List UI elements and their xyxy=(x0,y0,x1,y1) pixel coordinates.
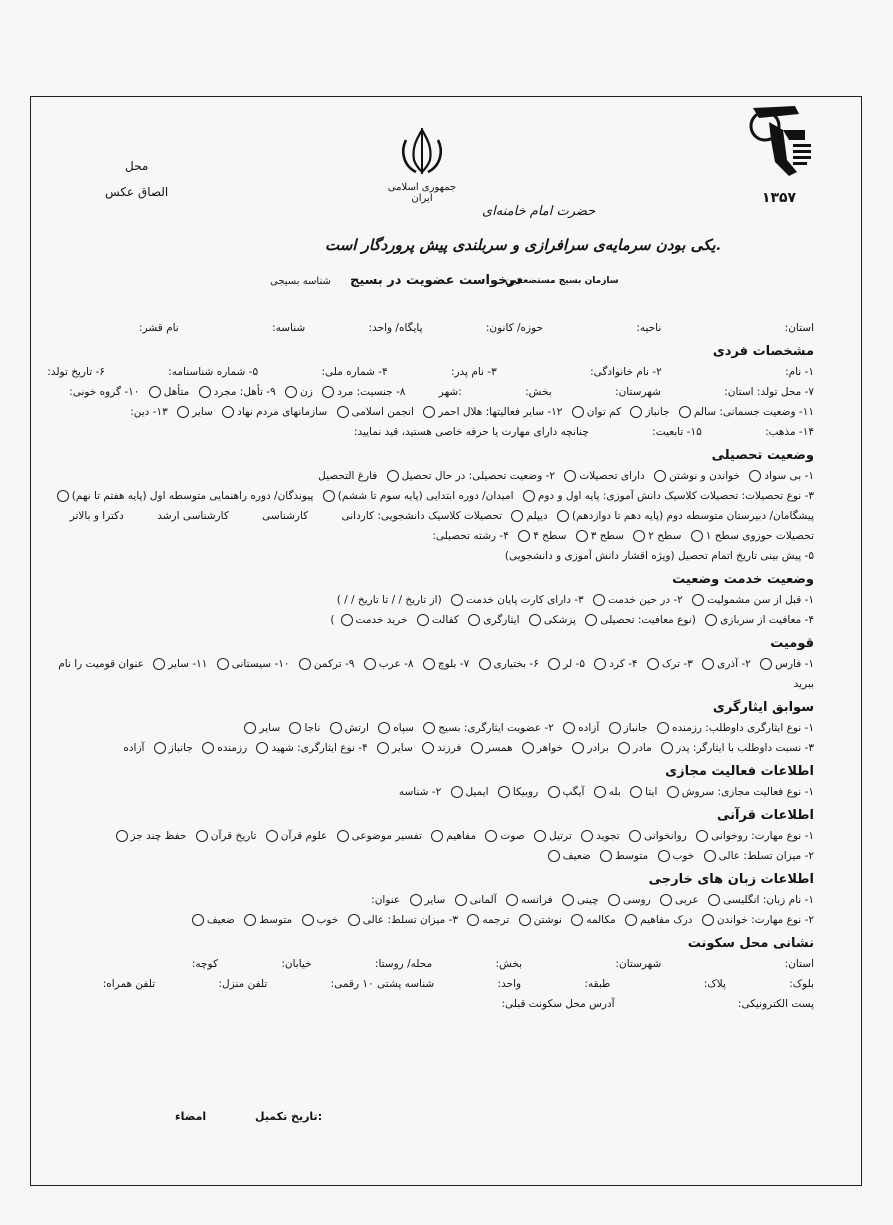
russian-radio[interactable] xyxy=(608,894,620,906)
section-education-title: وضعیت تحصیلی xyxy=(711,448,814,463)
language-row-2: ۲- نوع مهارت: خواندن درک مفاهیم مکالمه نوشتن ترجمه ۳- میزان تسلط: عالی خوب متوسط ضعیف xyxy=(40,910,814,930)
brother-radio[interactable] xyxy=(572,742,584,754)
literate-radio[interactable] xyxy=(654,470,666,482)
arabic-radio[interactable] xyxy=(660,894,672,906)
grade-7-9-radio[interactable] xyxy=(57,490,69,502)
freed-pow-radio[interactable] xyxy=(563,722,575,734)
reading-radio[interactable] xyxy=(702,914,714,926)
section-personal-title: مشخصات فردی xyxy=(712,344,814,359)
section-ethnicity-title: قومیت xyxy=(770,636,814,651)
exempt-study-radio[interactable] xyxy=(585,614,597,626)
pre-service-radio[interactable] xyxy=(692,594,704,606)
service-row-2: ۴- معافیت از سربازی (نوع معافیت: تحصیلی پزشکی ایثارگری کفالت خرید خدمت) xyxy=(330,614,814,626)
father-radio[interactable] xyxy=(661,742,673,754)
section-address-title: نشانی محل سکونت xyxy=(687,936,814,951)
form-header xyxy=(30,96,862,296)
married-radio[interactable] xyxy=(149,386,161,398)
igap-radio[interactable] xyxy=(548,786,560,798)
diploma-radio[interactable] xyxy=(511,510,523,522)
army-radio[interactable] xyxy=(330,722,342,734)
combatant-radio[interactable] xyxy=(657,722,669,734)
org-name: سازمان بسیج مستضعفین xyxy=(505,276,619,286)
grade-3-6-radio[interactable] xyxy=(323,490,335,502)
lang-weak-radio[interactable] xyxy=(192,914,204,926)
section-language-title: اطلاعات زبان های خارجی xyxy=(648,872,814,887)
ethnicity-row-tail: ببرید xyxy=(793,678,814,690)
basij-id-label: شناسه بسیجی xyxy=(270,276,331,287)
english-radio[interactable] xyxy=(708,894,720,906)
healthy-radio[interactable] xyxy=(679,406,691,418)
educated-radio[interactable] xyxy=(564,470,576,482)
bakhtiari-radio[interactable] xyxy=(479,658,491,670)
grade-1-2-radio[interactable] xyxy=(523,490,535,502)
writing-radio[interactable] xyxy=(519,914,531,926)
baluch-radio[interactable] xyxy=(423,658,435,670)
other-ethnicity-radio[interactable] xyxy=(153,658,165,670)
german-radio[interactable] xyxy=(455,894,467,906)
exempt-guardian-radio[interactable] xyxy=(417,614,429,626)
tartil-radio[interactable] xyxy=(534,830,546,842)
top-row: استان: ناحیه: حوزه/ کانون: پایگاه/ واحد: شناسه: نام قشر: xyxy=(139,322,814,334)
other-language-radio[interactable] xyxy=(410,894,422,906)
rubika-radio[interactable] xyxy=(498,786,510,798)
personal-row-4: ۱۴- مذهب: ۱۵- تابعیت: چنانچه دارای مهارت یا حرفه خاصی هستید، قید نمایید: xyxy=(353,426,814,438)
service-row-1: ۱- قبل از سن مشمولیت ۲- در حین خدمت ۳- دارای کارت پایان خدمت (از تاریخ / / تا تاریخ / / ) xyxy=(336,594,814,606)
education-row-1: ۱- بی سواد خواندن و نوشتن دارای تحصیلات ۲- وضعیت تحصیلی: در حال تحصیل فارغ التحصیل xyxy=(318,470,814,482)
fars-radio[interactable] xyxy=(760,658,772,670)
basij-radio[interactable] xyxy=(423,722,435,734)
gender-male-radio[interactable] xyxy=(322,386,334,398)
single-radio[interactable] xyxy=(199,386,211,398)
other-activity-radio[interactable] xyxy=(177,406,189,418)
child-radio[interactable] xyxy=(422,742,434,754)
memorize-radio[interactable] xyxy=(116,830,128,842)
sepah-radio[interactable] xyxy=(378,722,390,734)
section-virtual-title: اطلاعات فعالیت مجازی xyxy=(665,764,814,779)
grade-10-12-radio[interactable] xyxy=(557,510,569,522)
imam-attribution: حضرت امام خامنه‌ای xyxy=(482,204,596,219)
address-row-3: پست الکترونیکی: آدرس محل سکونت قبلی: xyxy=(501,998,814,1010)
exempt-buy-radio[interactable] xyxy=(341,614,353,626)
lang-average-radio[interactable] xyxy=(244,914,256,926)
spouse-radio[interactable] xyxy=(471,742,483,754)
rel-combatant-radio[interactable] xyxy=(202,742,214,754)
arab-radio[interactable] xyxy=(364,658,376,670)
personal-row-3: ۱۱- وضعیت جسمانی: سالم جانباز کم توان ۱۲- سایر فعالیتها: هلال احمر انجمن اسلامی سازمانهای مردم نهاد سایر ۱۳- دین: xyxy=(130,406,814,418)
comprehension-radio[interactable] xyxy=(625,914,637,926)
address-row-2: بلوک: پلاک: طبقه: واحد: شناسه پشتی ۱۰ رقمی: تلفن منزل: تلفن همراه: xyxy=(102,978,814,990)
section-sacrifice-title: سوابق ایثارگری xyxy=(712,700,814,715)
chinese-radio[interactable] xyxy=(562,894,574,906)
tafsir-radio[interactable] xyxy=(337,830,349,842)
quran-average-radio[interactable] xyxy=(600,850,612,862)
email-radio[interactable] xyxy=(451,786,463,798)
in-service-radio[interactable] xyxy=(593,594,605,606)
speaking-radio[interactable] xyxy=(571,914,583,926)
veteran-radio[interactable] xyxy=(630,406,642,418)
photo-placeholder: محل الصاق عکس xyxy=(105,159,169,199)
quran-sciences-radio[interactable] xyxy=(266,830,278,842)
level-1-radio[interactable] xyxy=(691,530,703,542)
irgc-logo: ۱۳۵۷ xyxy=(724,100,834,206)
signature-label: امضاء xyxy=(175,1110,207,1123)
sacrifice-row-2: ۳- نسبت داوطلب با ایثارگر: پدر مادر برادر خواهر همسر فرزند سایر ۴- نوع ایثارگری: شهید رزمنده جانباز آزاده xyxy=(123,742,814,754)
level-2-radio[interactable] xyxy=(633,530,645,542)
ravankhani-radio[interactable] xyxy=(629,830,641,842)
exempt-medical-radio[interactable] xyxy=(529,614,541,626)
naja-radio[interactable] xyxy=(289,722,301,734)
quran-row-2: ۲- میزان تسلط: عالی خوب متوسط ضعیف xyxy=(40,846,814,866)
sot-radio[interactable] xyxy=(485,830,497,842)
quran-history-radio[interactable] xyxy=(196,830,208,842)
quran-excellent-radio[interactable] xyxy=(704,850,716,862)
form-body xyxy=(40,318,814,1014)
mafahim-radio[interactable] xyxy=(431,830,443,842)
title-row xyxy=(30,273,862,293)
translation-radio[interactable] xyxy=(467,914,479,926)
iran-emblem-icon xyxy=(398,126,446,176)
irgc-logo-icon xyxy=(739,100,819,188)
soroush-radio[interactable] xyxy=(667,786,679,798)
quran-weak-radio[interactable] xyxy=(548,850,560,862)
eitaa-radio[interactable] xyxy=(630,786,642,798)
mother-radio[interactable] xyxy=(618,742,630,754)
quran-good-radio[interactable] xyxy=(658,850,670,862)
personal-row-1: ۱- نام: ۲- نام خانوادگی: ۳- نام پدر: ۴- شماره ملی: ۵- شماره شناسنامه: ۶- تاریخ تولد: xyxy=(47,366,814,378)
sister-radio[interactable] xyxy=(522,742,534,754)
sistani-radio[interactable] xyxy=(217,658,229,670)
level-3-radio[interactable] xyxy=(576,530,588,542)
education-row-3: پیشگامان/ دبیرستان متوسطه دوم (پایه دهم تا دوازدهم) دیپلم تحصیلات کلاسیک دانشجویی: کاردانی کارشناسی کارشناسی ارشد دکترا و بالاتر xyxy=(69,510,814,522)
page-title: درخواست عضویت در بسیج xyxy=(350,273,522,288)
section-quran-title: اطلاعات قرآنی xyxy=(716,808,814,823)
personal-row-2: ۷- محل تولد: استان: شهرستان: بخش: :شهر ۸- جنسیت: مرد زن ۹- تأهل: مجرد متأهل ۱۰- گروه خونی: xyxy=(69,386,814,398)
turk-radio[interactable] xyxy=(647,658,659,670)
gender-female-radio[interactable] xyxy=(285,386,297,398)
studying-radio[interactable] xyxy=(387,470,399,482)
section-service-title: وضعیت خدمت وضعیت xyxy=(672,572,814,587)
header-quote: یکی بودن سرمایه‌ی سرافرازی و سربلندی پیش پروردگار است. xyxy=(325,236,721,254)
service-card-radio[interactable] xyxy=(451,594,463,606)
janbaz-radio[interactable] xyxy=(609,722,621,734)
completion-date-label: تاریخ تکمیل: xyxy=(255,1110,323,1123)
azeri-radio[interactable] xyxy=(702,658,714,670)
other-member-radio[interactable] xyxy=(244,722,256,734)
lang-good-radio[interactable] xyxy=(302,914,314,926)
level-4-radio[interactable] xyxy=(518,530,530,542)
lor-radio[interactable] xyxy=(548,658,560,670)
kurd-radio[interactable] xyxy=(594,658,606,670)
tajvid-radio[interactable] xyxy=(581,830,593,842)
virtual-row: ۱- نوع فعالیت مجازی: سروش ایتا بله آیگپ روبیکا ایمیل ۲- شناسه xyxy=(398,786,814,798)
rel-janbaz-radio[interactable] xyxy=(154,742,166,754)
education-row-5: ۵- پیش بینی تاریخ اتمام تحصیل (ویژه اقشار دانش آموزی و دانشجویی) xyxy=(504,550,814,562)
exempt-radio[interactable] xyxy=(705,614,717,626)
education-row-4: تحصیلات حوزوی سطح ۱ سطح ۲ سطح ۳ سطح ۴ ۴- رشته تحصیلی: xyxy=(432,530,814,542)
disabled-radio[interactable] xyxy=(572,406,584,418)
bale-radio[interactable] xyxy=(594,786,606,798)
exempt-sacrifice-radio[interactable] xyxy=(468,614,480,626)
lang-excellent-radio[interactable] xyxy=(348,914,360,926)
rokhani-radio[interactable] xyxy=(696,830,708,842)
illiterate-radio[interactable] xyxy=(749,470,761,482)
islamic-assoc-radio[interactable] xyxy=(337,406,349,418)
sacrifice-row-1: ۱- نوع ایثارگری داوطلب: رزمنده جانباز آزاده ۲- عضویت ایثارگری: بسیج سپاه ارتش ناجا سایر xyxy=(40,718,814,738)
language-row-1: ۱- نام زبان: انگلیسی عربی روسی چینی فرانسه آلمانی سایر عنوان: xyxy=(371,894,814,906)
red-crescent-radio[interactable] xyxy=(423,406,435,418)
iran-emblem: جمهوری اسلامی ایران xyxy=(382,126,462,204)
ethnicity-row: ۱- فارس ۲- آذری ۳- ترک ۴- کرد ۵- لر ۶- بختیاری ۷- بلوچ ۸- عرب ۹- ترکمن ۱۰- سیستانی ۱۱- سایر عنوان قومیت را نام xyxy=(58,658,814,670)
martyr-radio[interactable] xyxy=(256,742,268,754)
french-radio[interactable] xyxy=(506,894,518,906)
address-row-1: استان: شهرستان: بخش: محله/ روستا: خیابان: کوچه: xyxy=(191,958,814,970)
education-row-2: ۳- نوع تحصیلات: تحصیلات کلاسیک دانش آموزی: پایه اول و دوم امیدان/ دوره ابتدایی (پایه سوم تا ششم) پیوندگان/ دوره راهنمایی متوسطه اول (پایه هفتم تا نهم) xyxy=(40,486,814,506)
turkmen-radio[interactable] xyxy=(299,658,311,670)
ngo-radio[interactable] xyxy=(222,406,234,418)
quran-row-1: ۱- نوع مهارت: روخوانی روانخوانی تجوید ترتیل صوت مفاهیم تفسیر موضوعی علوم قرآن تاریخ قرآن حفظ چند جز xyxy=(40,826,814,846)
other-relation-radio[interactable] xyxy=(377,742,389,754)
